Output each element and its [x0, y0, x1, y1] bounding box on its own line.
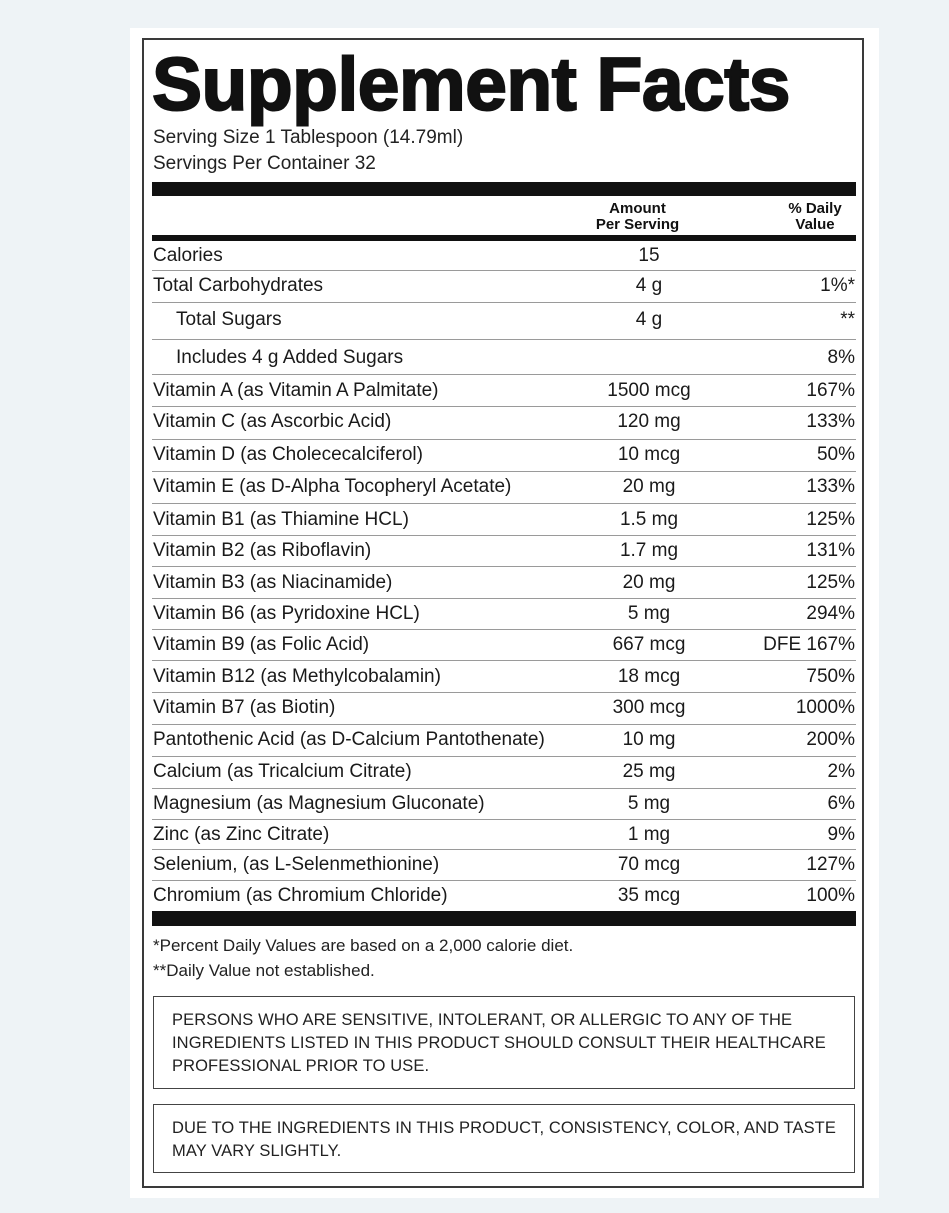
- nutrient-daily-value: 125%: [806, 509, 855, 530]
- amount-header-line1: Amount: [609, 200, 666, 217]
- nutrient-amount: 20 mg: [622, 572, 676, 593]
- nutrient-name: Vitamin B9 (as Folic Acid): [153, 634, 370, 655]
- nutrient-daily-value: 167%: [806, 380, 855, 401]
- nutrient-amount: 15: [638, 245, 660, 266]
- nutrient-name: Vitamin B6 (as Pyridoxine HCL): [153, 603, 420, 624]
- allergy-warning-text: PERSONS WHO ARE SENSITIVE, INTOLERANT, OR ALLERGIC TO ANY OF THE INGREDIENTS LISTED IN THIS PRODUCT SHOULD CONSULT THEIR HEALTHCARE PROFESSIONAL PRIOR TO USE.: [172, 1011, 826, 1075]
- row-divider: [152, 535, 856, 536]
- variance-note-box: [153, 1104, 855, 1173]
- nutrient-name: Vitamin B7 (as Biotin): [153, 697, 336, 718]
- nutrient-amount: 10 mg: [622, 729, 676, 750]
- nutrient-daily-value: 131%: [806, 540, 855, 561]
- row-divider: [152, 660, 856, 661]
- nutrient-name: Vitamin B2 (as Riboflavin): [153, 540, 372, 561]
- nutrient-daily-value: 6%: [827, 793, 855, 814]
- nutrient-name: Magnesium (as Magnesium Gluconate): [153, 793, 485, 814]
- nutrient-daily-value: 1000%: [795, 697, 855, 718]
- header-rule: [152, 235, 856, 241]
- nutrient-name: Selenium, (as L-Selenmethionine): [153, 854, 440, 875]
- bottom-thick-rule: [152, 911, 856, 926]
- amount-per-serving-header: [580, 201, 695, 233]
- nutrient-amount: 5 mg: [627, 603, 671, 624]
- row-divider: [152, 439, 856, 440]
- nutrient-name: Vitamin B1 (as Thiamine HCL): [153, 509, 409, 530]
- nutrient-amount: 667 mcg: [612, 634, 686, 655]
- nutrient-daily-value: 750%: [806, 666, 855, 687]
- nutrient-name: Vitamin A (as Vitamin A Palmitate): [153, 380, 439, 401]
- nutrient-daily-value: 127%: [806, 854, 855, 875]
- nutrient-amount: 20 mg: [622, 476, 676, 497]
- nutrient-daily-value: 1%*: [820, 275, 855, 296]
- variance-note-text: DUE TO THE INGREDIENTS IN THIS PRODUCT, CONSISTENCY, COLOR, AND TASTE MAY VARY SLIGHTLY.: [172, 1119, 836, 1160]
- nutrient-name: Vitamin B12 (as Methylcobalamin): [153, 666, 441, 687]
- nutrient-name: Total Carbohydrates: [153, 275, 324, 296]
- row-divider: [152, 880, 856, 881]
- row-divider: [152, 566, 856, 567]
- nutrient-amount: 4 g: [635, 309, 663, 330]
- nutrient-name: Includes 4 g Added Sugars: [176, 347, 404, 368]
- serving-size: Serving Size 1 Tablespoon (14.79ml): [153, 127, 464, 148]
- row-divider: [152, 302, 856, 303]
- row-divider: [152, 692, 856, 693]
- nutrient-name: Vitamin D (as Cholececalciferol): [153, 444, 423, 465]
- footnote-percent-dv: *Percent Daily Values are based on a 2,000 calorie diet.: [153, 936, 574, 955]
- panel-title: Supplement Facts: [152, 42, 790, 126]
- nutrient-daily-value: **: [840, 309, 855, 330]
- nutrient-name: Pantothenic Acid (as D-Calcium Pantothenate): [153, 729, 545, 750]
- nutrient-name: Chromium (as Chromium Chloride): [153, 885, 448, 906]
- nutrient-amount: 120 mg: [617, 411, 681, 432]
- nutrient-amount: 1 mg: [627, 824, 671, 845]
- nutrient-daily-value: 2%: [827, 761, 855, 782]
- row-divider: [152, 819, 856, 820]
- row-divider: [152, 374, 856, 375]
- nutrient-daily-value: 133%: [806, 476, 855, 497]
- nutrient-daily-value: 125%: [806, 572, 855, 593]
- nutrient-daily-value: 50%: [816, 444, 855, 465]
- nutrient-amount: 1.5 mg: [619, 509, 679, 530]
- nutrient-amount: 18 mcg: [617, 666, 681, 687]
- top-thick-rule: [152, 182, 856, 196]
- dv-header-line2: Value: [795, 216, 835, 233]
- row-divider: [152, 471, 856, 472]
- nutrient-name: Total Sugars: [176, 309, 282, 330]
- nutrient-daily-value: 200%: [806, 729, 855, 750]
- nutrient-amount: 1500 mcg: [607, 380, 691, 401]
- daily-value-header: [772, 201, 858, 233]
- nutrient-amount: 5 mg: [627, 793, 671, 814]
- nutrient-amount: 1.7 mg: [619, 540, 679, 561]
- nutrient-daily-value: 9%: [827, 824, 855, 845]
- row-divider: [152, 339, 856, 340]
- row-divider: [152, 503, 856, 504]
- nutrient-daily-value: 133%: [806, 411, 855, 432]
- row-divider: [152, 406, 856, 407]
- nutrient-amount: 10 mcg: [617, 444, 681, 465]
- row-divider: [152, 598, 856, 599]
- row-divider: [152, 270, 856, 271]
- row-divider: [152, 756, 856, 757]
- nutrient-name: Vitamin C (as Ascorbic Acid): [153, 411, 392, 432]
- nutrient-amount: 70 mcg: [617, 854, 681, 875]
- nutrient-name: Vitamin E (as D-Alpha Tocopheryl Acetate): [153, 476, 512, 497]
- nutrient-daily-value: 8%: [827, 347, 855, 368]
- nutrient-amount: 35 mcg: [617, 885, 681, 906]
- nutrient-daily-value: DFE 167%: [763, 634, 855, 655]
- amount-header-line2: Per Serving: [595, 216, 680, 233]
- nutrient-amount: 25 mg: [622, 761, 676, 782]
- footnote-dv-not-established: **Daily Value not established.: [153, 961, 375, 980]
- nutrient-name: Zinc (as Zinc Citrate): [153, 824, 330, 845]
- nutrient-amount: 300 mcg: [612, 697, 686, 718]
- allergy-warning-box: [153, 996, 855, 1089]
- row-divider: [152, 724, 856, 725]
- nutrient-name: Calcium (as Tricalcium Citrate): [153, 761, 412, 782]
- row-divider: [152, 849, 856, 850]
- nutrient-daily-value: 100%: [806, 885, 855, 906]
- row-divider: [152, 788, 856, 789]
- nutrient-daily-value: 294%: [806, 603, 855, 624]
- dv-header-line1: % Daily: [788, 200, 842, 217]
- servings-per-container: Servings Per Container 32: [153, 153, 376, 174]
- nutrient-name: Calories: [153, 245, 223, 266]
- nutrient-amount: 4 g: [635, 275, 663, 296]
- nutrient-name: Vitamin B3 (as Niacinamide): [153, 572, 393, 593]
- row-divider: [152, 629, 856, 630]
